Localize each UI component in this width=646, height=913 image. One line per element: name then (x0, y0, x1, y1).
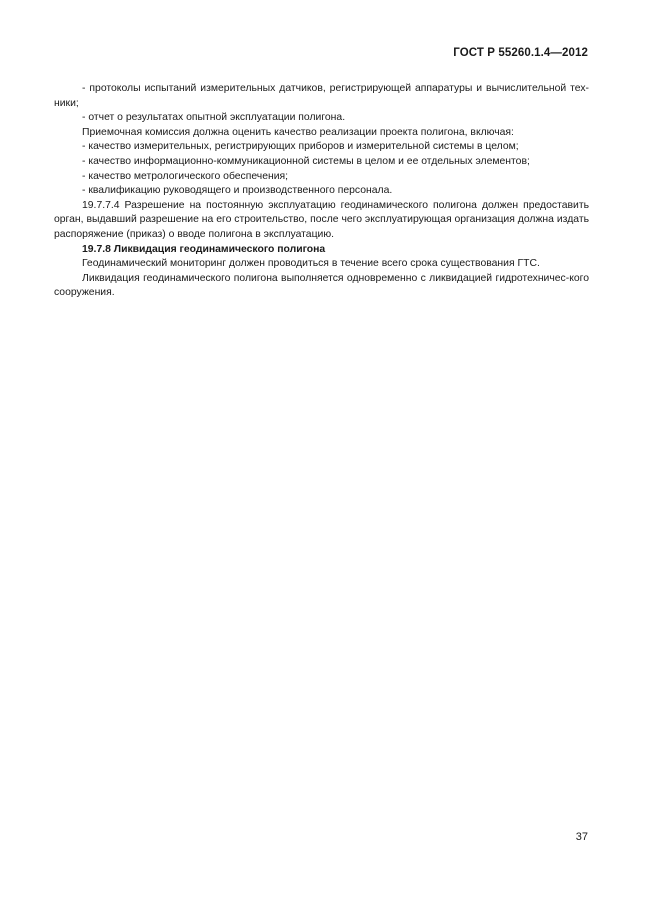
document-body (54, 82, 589, 301)
paragraph-monitoring-duration: Геодинамический мониторинг должен проводиться в течение всего срока существования ГТС. (82, 258, 540, 270)
paragraph-liquidation: Ликвидация геодинамического полигона выполняется одновременно с ликвидацией гидротехничес-кого сооружения. (54, 272, 589, 299)
paragraph-instrument-quality: - качество измерительных, регистрирующих приборов и измерительной системы в целом; (82, 141, 519, 153)
document-header: ГОСТ Р 55260.1.4—2012 (453, 47, 588, 59)
paragraph-test-protocols: - протоколы испытаний измерительных датчиков, регистрирующей аппаратуры и вычислительной тех-ники; (54, 83, 589, 109)
paragraph-commission-evaluation: Приемочная комиссия должна оценить качество реализации проекта полигона, включая: (82, 126, 514, 138)
paragraph-metrology-quality: - качество метрологического обеспечения; (82, 170, 289, 182)
paragraph-ict-quality: - качество информационно-коммуникационной системы в целом и ее отдельных элементов; (82, 155, 530, 167)
paragraph-19-7-7-4: 19.7.7.4 Разрешение на постоянную эксплуатацию геодинамического полигона должен предоставить орган, выдавший разрешение на его строительство, после чего эксплуатирующая организация должна издать распоряжение (приказ) о вводе полигона в эксплуатацию. (54, 199, 589, 240)
page-number: 37 (575, 831, 588, 843)
paragraph-staff-qualification: - квалификацию руководящего и производственного персонала. (82, 185, 393, 197)
paragraph-operation-report: - отчет о результатах опытной эксплуатации полигона. (82, 112, 346, 124)
section-heading-19-7-8: 19.7.8 Ликвидация геодинамического полигона (82, 243, 326, 255)
